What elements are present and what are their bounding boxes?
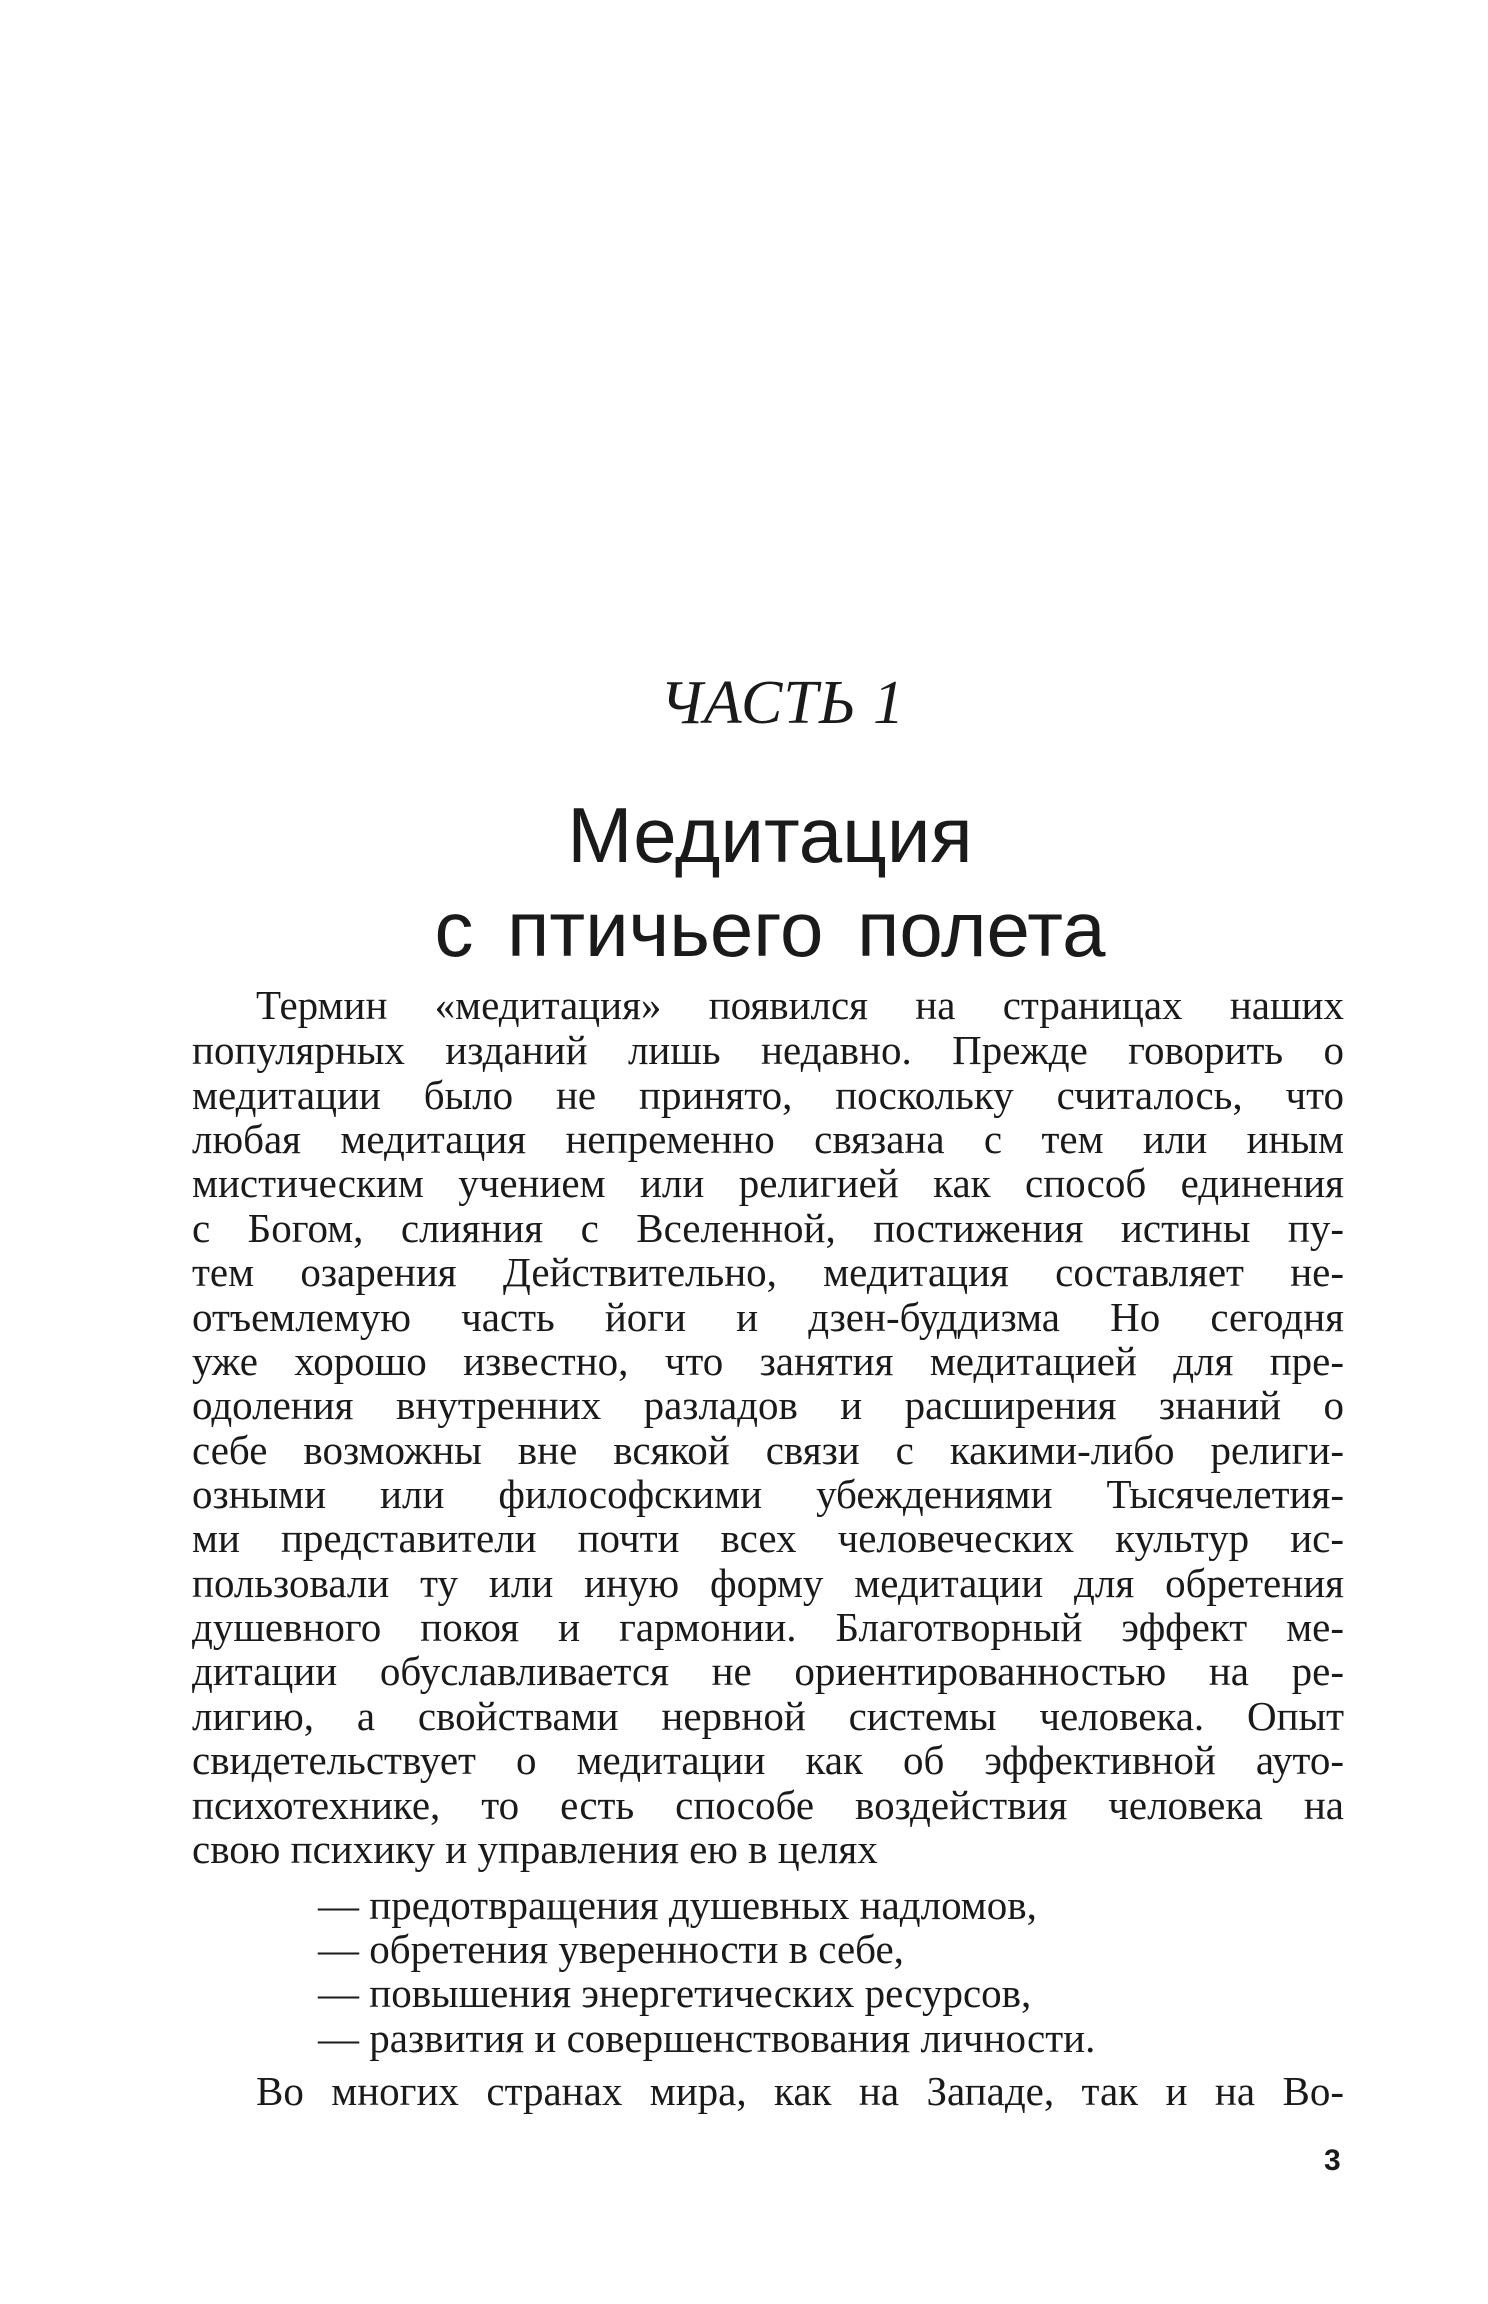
paragraph-line: дитации обуславливается не ориентированностью на ре- <box>192 1648 1344 1694</box>
paragraph-line: Термин «медитация» появился на страницах наших <box>256 982 1344 1028</box>
paragraph-line: ми представители почти всех человеческих культур ис- <box>192 1515 1344 1561</box>
page-number: 3 <box>1324 2144 1341 2177</box>
paragraph-line: Во многих странах мира, как на Западе, так и на Во- <box>256 2068 1344 2114</box>
paragraph-line: мистическим учением или религией как способ единения <box>192 1160 1344 1206</box>
paragraph-line: одоления внутренних разладов и расширения знаний о <box>192 1382 1344 1428</box>
paragraph-line: отъемлемую часть йоги и дзен-буддизма Но сегодня <box>192 1294 1344 1340</box>
paragraph-line: любая медитация непременно связана с тем или иным <box>192 1116 1344 1162</box>
paragraph-line: популярных изданий лишь недавно. Прежде говорить о <box>192 1027 1344 1073</box>
paragraph-line: психотехнике, то есть способе воздействия человека на <box>192 1782 1344 1828</box>
list-item: — обретения уверенности в себе, <box>318 1926 904 1972</box>
list-item: — повышения энергетических ресурсов, <box>318 1970 1032 2016</box>
paragraph-line: свидетельствует о медитации как об эффективной ауто- <box>192 1737 1344 1783</box>
part-label: ЧАСТЬ 1 <box>660 669 905 737</box>
paragraph-line: с Богом, слияния с Вселенной, постижения истины пу- <box>192 1205 1344 1251</box>
paragraph-line: уже хорошо известно, что занятия медитацией для пре- <box>192 1338 1344 1384</box>
list-item: — развития и совершенствования личности. <box>318 2015 1096 2061</box>
paragraph-line: душевного покоя и гармонии. Благотворный эффект ме- <box>192 1604 1344 1650</box>
paragraph-line: пользовали ту или иную форму медитации для обретения <box>192 1560 1344 1606</box>
paragraph-line: тем озарения Действительно, медитация составляет не- <box>192 1249 1344 1295</box>
paragraph-line: свою психику и управления ею в целях <box>192 1826 878 1872</box>
chapter-title-line-2: с птичьего полета <box>434 885 1106 973</box>
paragraph-line: озными или философскими убеждениями Тысячелетия- <box>192 1471 1344 1517</box>
paragraph-line: медитации было не принято, поскольку считалось, что <box>192 1072 1344 1118</box>
chapter-title-line-1: Медитация <box>567 791 973 879</box>
paragraph-line: себе возможны вне всякой связи с какими-либо религи- <box>192 1427 1344 1473</box>
list-item: — предотвращения душевных надломов, <box>318 1882 1037 1928</box>
paragraph-line: лигию, а свойствами нервной системы человека. Опыт <box>192 1693 1344 1739</box>
